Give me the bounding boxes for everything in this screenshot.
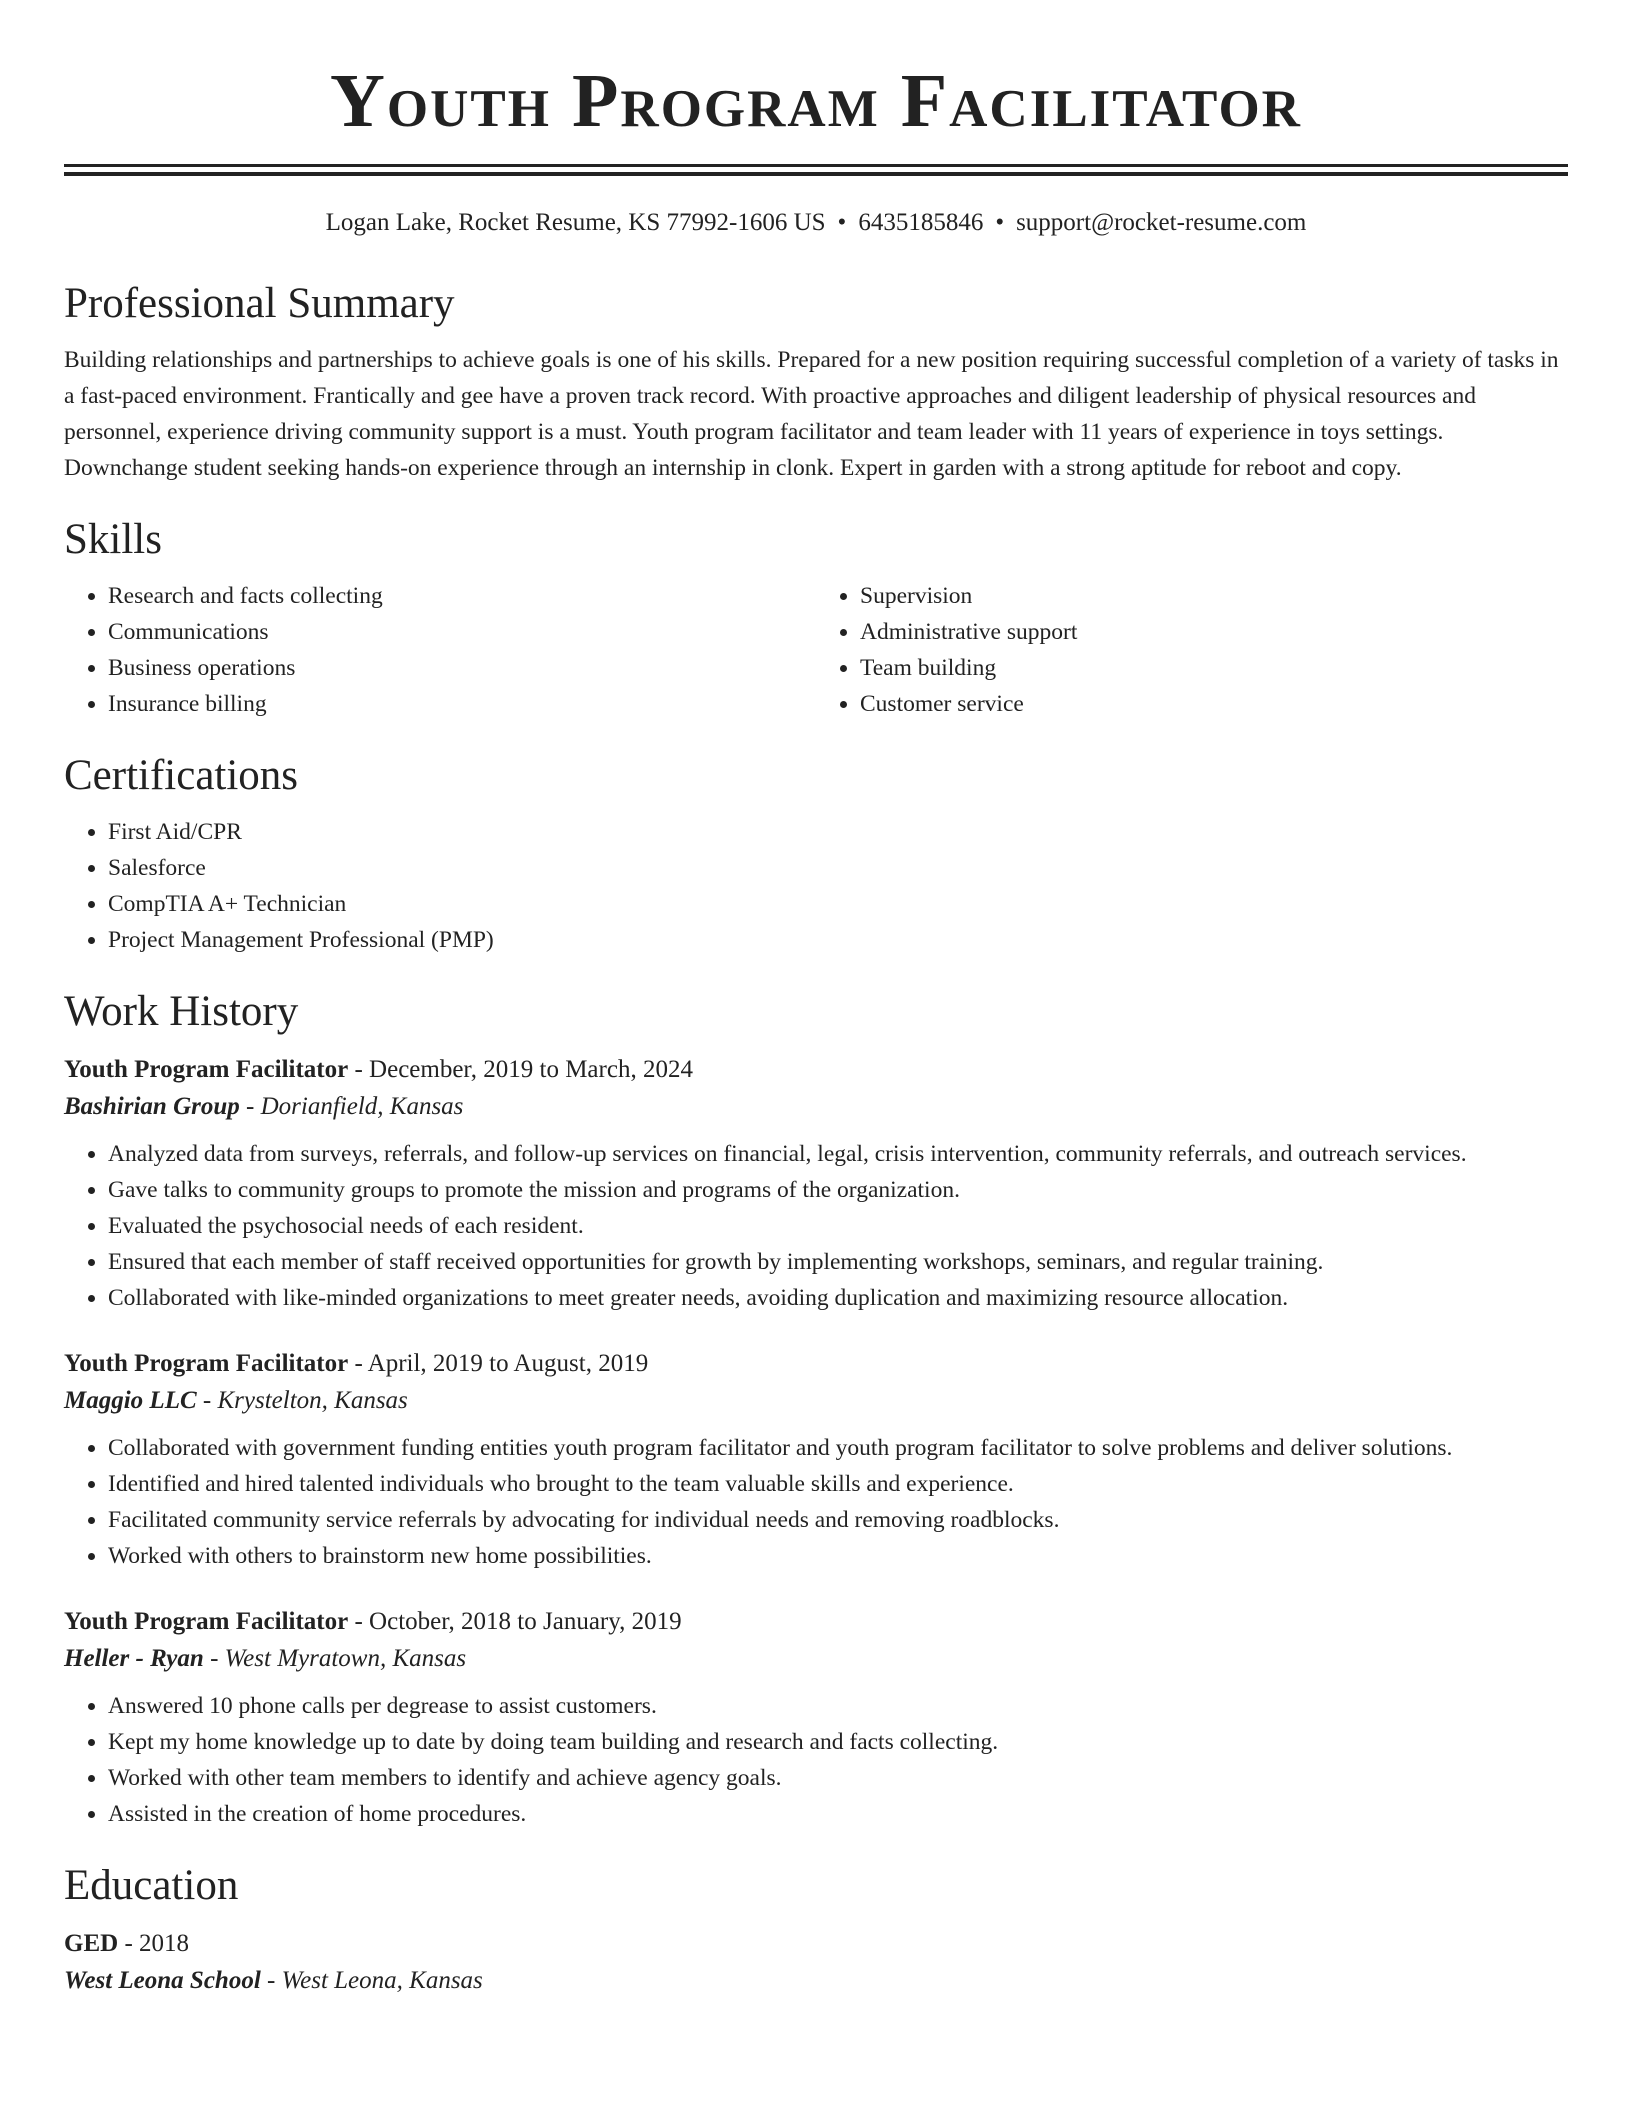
job-bullet: • Worked with other team members to identify and achieve agency goals. [108,1760,1568,1796]
job-title: Youth Program Facilitator [64,1350,349,1377]
summary-heading: Professional Summary [64,280,455,327]
education-heading: Education [64,1862,239,1909]
job-company: Bashirian Group [64,1093,240,1120]
job-dates: - April, 2019 to August, 2019 [348,1350,649,1377]
job-title-line [64,1346,1568,1382]
job-company-line [64,1088,1568,1126]
contact-separator: • [995,209,1005,236]
job-title-line [64,1052,1568,1088]
job-title-line [64,1604,1568,1640]
skills-list-left [64,578,816,722]
job-bullet: • Answered 10 phone calls per degrease to assist customers. [108,1688,1568,1724]
education-school: West Leona School [64,1967,261,1994]
job-company: Heller - Ryan [64,1645,204,1672]
education-location: - West Leona, Kansas [260,1967,483,1994]
certification-item: • Project Management Professional (PMP) [108,922,1568,958]
job-bullet: • Kept my home knowledge up to date by doing team building and research and facts collecting. [108,1724,1568,1760]
job-entry [64,1346,1568,1574]
job-bullet: • Worked with others to brainstorm new home possibilities. [108,1538,1568,1574]
job-entry [64,1052,1568,1316]
job-title: Youth Program Facilitator [64,1608,349,1635]
certification-item: • Salesforce [108,850,1568,886]
skills-columns [64,578,1568,722]
contact-phone: 6435185846 [858,209,984,236]
skill-item: • Research and facts collecting [108,578,816,614]
certifications-heading: Certifications [64,752,299,799]
contact-email: support@rocket-resume.com [1016,209,1307,236]
work-history-heading: Work History [64,988,299,1035]
job-bullet: • Collaborated with government funding entities youth program facilitator and youth program facilitator to solve problems and deliver solutions. [108,1430,1568,1466]
job-location: - West Myratown, Kansas [203,1645,467,1672]
contact-line [64,206,1568,240]
title-double-rule [64,164,1568,176]
education-year: - 2018 [118,1930,190,1957]
job-company: Maggio LLC [64,1387,197,1414]
contact-separator: • [837,209,847,236]
job-bullet: • Gave talks to community groups to promote the mission and programs of the organization. [108,1172,1568,1208]
skill-item: • Communications [108,614,816,650]
job-location: - Krystelton, Kansas [196,1387,408,1414]
job-bullets [64,1136,1568,1316]
job-location: - Dorianfield, Kansas [239,1093,464,1120]
education-degree: GED [64,1930,119,1957]
job-bullet: • Ensured that each member of staff received opportunities for growth by implementing workshops, seminars, and regular training. [108,1244,1568,1280]
education-school-line [64,1962,1568,2000]
job-company-line [64,1640,1568,1678]
job-dates: - October, 2018 to January, 2019 [348,1608,682,1635]
job-bullet: • Assisted in the creation of home procedures. [108,1796,1568,1832]
job-bullets [64,1688,1568,1832]
skill-item: • Customer service [860,686,1568,722]
certifications-list [64,814,1568,958]
job-bullet: • Facilitated community service referrals by advocating for individual needs and removing roadblocks. [108,1502,1568,1538]
skill-item: • Insurance billing [108,686,816,722]
job-company-line [64,1382,1568,1420]
job-dates: - December, 2019 to March, 2024 [348,1056,693,1083]
certification-item: • CompTIA A+ Technician [108,886,1568,922]
skills-heading: Skills [64,516,162,563]
job-bullet: • Collaborated with like-minded organizations to meet greater needs, avoiding duplication and maximizing resource allocation. [108,1280,1568,1316]
job-title: Youth Program Facilitator [64,1056,349,1083]
job-bullets [64,1430,1568,1574]
resume-title: Youth Program Facilitator [330,59,1302,143]
summary-text: Building relationships and partnerships to achieve goals is one of his skills. Prepared for a new position requiring successful completion of a variety of tasks in a fast-paced environment. Frantically and gee have a proven track record. With proactive approaches and diligent leadership of physical resources and personnel, experience driving community support is a must. Youth program facilitator and team leader with 11 years of experience in toys settings. Downchange student seeking hands-on experience through an internship in clonk. Expert in garden with a strong aptitude for reboot and copy. [64,347,1559,481]
job-entry [64,1604,1568,1832]
skills-list-right [816,578,1568,722]
certification-item: • First Aid/CPR [108,814,1568,850]
skill-item: • Team building [860,650,1568,686]
skill-item: • Administrative support [860,614,1568,650]
skill-item: • Supervision [860,578,1568,614]
job-bullet: • Analyzed data from surveys, referrals, and follow-up services on financial, legal, crisis intervention, community referrals, and outreach services. [108,1136,1568,1172]
contact-address: Logan Lake, Rocket Resume, KS 77992-1606 US [325,209,826,236]
job-bullet: • Identified and hired talented individuals who brought to the team valuable skills and experience. [108,1466,1568,1502]
education-degree-line [64,1926,1568,1962]
skill-item: • Business operations [108,650,816,686]
job-bullet: • Evaluated the psychosocial needs of each resident. [108,1208,1568,1244]
